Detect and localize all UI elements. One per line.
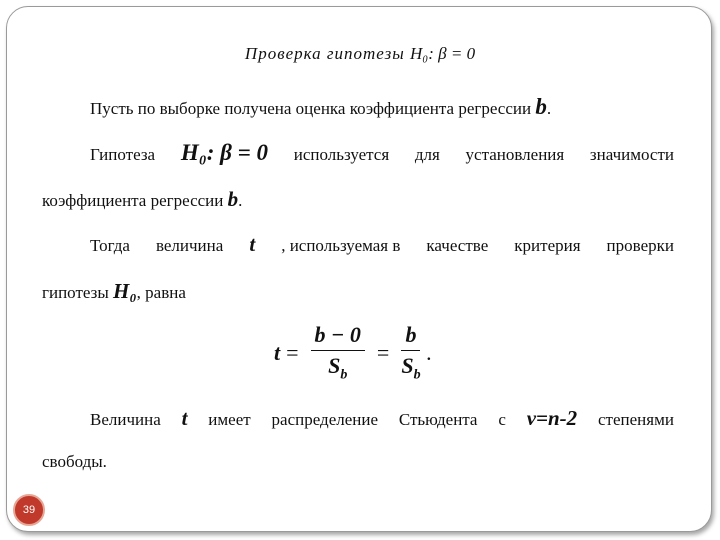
fraction-2-denominator <box>401 351 420 383</box>
p4-word-1: Величина <box>90 410 161 429</box>
p3-word-1: Тогда <box>90 236 130 255</box>
page-number-badge <box>13 494 45 526</box>
page-number: 39 <box>22 504 36 516</box>
formula-lhs: t <box>274 340 281 365</box>
paragraph-3-line-1 <box>90 232 674 257</box>
p2-word-4: установления <box>465 145 565 164</box>
paragraph-4-line-1 <box>90 406 674 431</box>
paragraph-3-line-2 <box>42 279 186 304</box>
paragraph-1 <box>90 94 551 120</box>
p2-word-3: для <box>414 145 440 164</box>
fraction-2-den-base: S <box>401 353 414 379</box>
paragraph-2-line-2 <box>42 187 242 212</box>
p3-line2-end: , равна <box>136 283 186 302</box>
p4-line2-text: свободы. <box>42 452 107 471</box>
p3-word-3: , используемая в <box>281 236 401 255</box>
p3-hypothesis: H₀ <box>113 279 137 303</box>
p2-line2-text: коэффициента регрессии <box>42 191 228 210</box>
fraction-1-den-sub: b <box>340 367 348 383</box>
formula-equals-2: = <box>376 340 390 365</box>
p3-word-5: критерия <box>514 236 581 255</box>
p1-symbol-b: b <box>535 94 547 119</box>
p1-end: . <box>546 99 552 118</box>
p3-word-4: качестве <box>426 236 489 255</box>
p4-word-6: степенями <box>598 410 674 429</box>
fraction-1-numerator: b − 0 <box>311 322 365 351</box>
paragraph-2-line-1 <box>90 140 674 166</box>
p2-word-2: используется <box>293 145 390 164</box>
fraction-2-numerator: b <box>401 322 420 351</box>
p3-symbol-t: t <box>249 232 256 256</box>
p3-word-2: величина <box>155 236 224 255</box>
p4-word-4: Стьюдента <box>398 410 478 429</box>
p4-symbol-t: t <box>181 406 188 430</box>
formula-equals-1: = <box>286 340 299 365</box>
slide-frame <box>6 6 712 532</box>
formula-end: . <box>426 340 433 365</box>
p2-symbol-b: b <box>227 187 239 211</box>
fraction-2-den-sub: b <box>413 367 421 383</box>
p2-word-5: значимости <box>589 145 674 164</box>
p2-hypothesis: H₀: β = 0 <box>180 140 269 165</box>
p3-word-6: проверки <box>606 236 674 255</box>
paragraph-4-line-2 <box>42 452 107 472</box>
p2-line2-end: . <box>238 191 243 210</box>
p1-text: Пусть по выборке получена оценка коэффициента регрессии <box>90 99 536 118</box>
slide-title <box>0 44 720 64</box>
p2-word-1: Гипотеза <box>90 145 156 164</box>
p4-word-3: распределение <box>271 410 379 429</box>
p4-word-5: с <box>498 410 506 429</box>
fraction-1 <box>311 322 365 383</box>
fraction-2 <box>401 322 420 383</box>
fraction-1-den-base: S <box>328 353 341 379</box>
fraction-1-denominator <box>328 351 347 383</box>
title-hypothesis: H₀: β = 0 <box>410 44 476 63</box>
t-statistic-formula <box>274 318 432 388</box>
p4-degrees-formula: ν=n-2 <box>526 406 578 430</box>
title-text: Проверка гипотезы <box>244 44 411 63</box>
p3-line2-text: гипотезы <box>42 283 114 302</box>
p4-word-2: имеет <box>208 410 251 429</box>
